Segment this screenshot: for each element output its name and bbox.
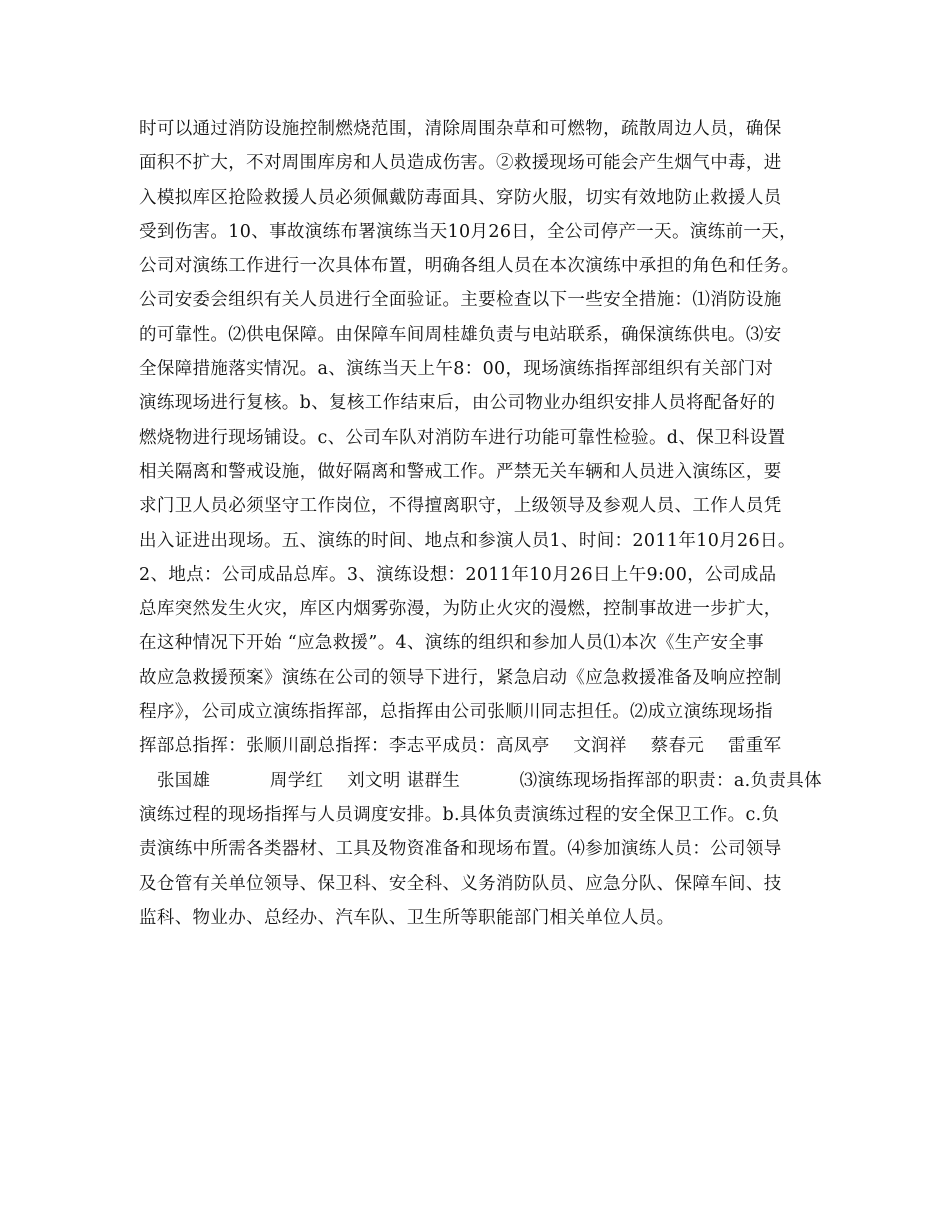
text-line: 故应急救援预案》演练在公司的领导下进行，紧急启动《应急救援准备及响应控制	[139, 667, 782, 688]
text-line: 出入证进出现场。五、演练的时间、地点和参演人员1、时间：2011年10月26日。	[139, 530, 796, 551]
text-line: 监科、物业办、总经办、汽车队、卫生所等职能部门相关单位人员。	[139, 907, 675, 928]
text-line: 面积不扩大，不对周围库房和人员造成伤害。②救援现场可能会产生烟气中毒，进	[139, 153, 782, 174]
text-line: 责演练中所需各类器材、工具及物资准备和现场布置。⑷参加演练人员：公司领导	[139, 839, 782, 860]
text-line: 全保障措施落实情况。a、演练当天上午8：00，现场演练指挥部组织有关部门对	[139, 359, 774, 380]
text-line: 2、地点：公司成品总库。3、演练设想：2011年10月26日上午9:00，公司成品	[139, 564, 777, 585]
text-line: 程序》，公司成立演练指挥部，总指挥由公司张顺川同志担任。⑵成立演练现场指	[139, 702, 773, 723]
text-line: 总库突然发生火灾，库区内烟雾弥漫，为防止火灾的漫燃，控制事故进一步扩大，	[139, 599, 782, 620]
body-text	[139, 112, 839, 935]
text-line: 张国雄 周学红 刘文明 谌群生 ⑶演练现场指挥部的职责：a.负责具体	[139, 770, 822, 791]
text-line: 在这种情况下开始 “应急救援”。4、演练的组织和参加人员⑴本次《生产安全事	[139, 633, 765, 654]
text-line: 求门卫人员必须坚守工作岗位，不得擅离职守，上级领导及参观人员、工作人员凭	[139, 496, 782, 517]
text-line: 相关隔离和警戒设施，做好隔离和警戒工作。严禁无关车辆和人员进入演练区，要	[139, 461, 782, 482]
text-line: 演练现场进行复核。b、复核工作结束后，由公司物业办组织安排人员将配备好的	[139, 393, 776, 414]
text-line: 燃烧物进行现场铺设。c、公司车队对消防车进行功能可靠性检验。d、保卫科设置	[139, 427, 786, 448]
text-line: 入模拟库区抢险救援人员必须佩戴防毒面具、穿防火服，切实有效地防止救援人员	[139, 187, 782, 208]
text-line: 挥部总指挥：张顺川副总指挥：李志平成员：高凤亭 文润祥 蔡春元 雷重军	[139, 736, 782, 757]
text-line: 及仓管有关单位领导、保卫科、安全科、义务消防队员、应急分队、保障车间、技	[139, 873, 782, 894]
text-line: 公司对演练工作进行一次具体布置，明确各组人员在本次演练中承担的角色和任务。	[139, 256, 800, 277]
text-line: 时可以通过消防设施控制燃烧范围，清除周围杂草和可燃物，疏散周边人员，确保	[139, 119, 782, 139]
text-line: 演练过程的现场指挥与人员调度安排。b.具体负责演练过程的安全保卫工作。c.负	[139, 804, 780, 825]
text-line: 的可靠性。⑵供电保障。由保障车间周桂雄负责与电站联系，确保演练供电。⑶安	[139, 324, 782, 345]
text-line: 公司安委会组织有关人员进行全面验证。主要检查以下一些安全措施：⑴消防设施	[139, 290, 782, 311]
text-line: 受到伤害。10、事故演练布署演练当天10月26日，全公司停产一天。演练前一天，	[139, 221, 797, 242]
